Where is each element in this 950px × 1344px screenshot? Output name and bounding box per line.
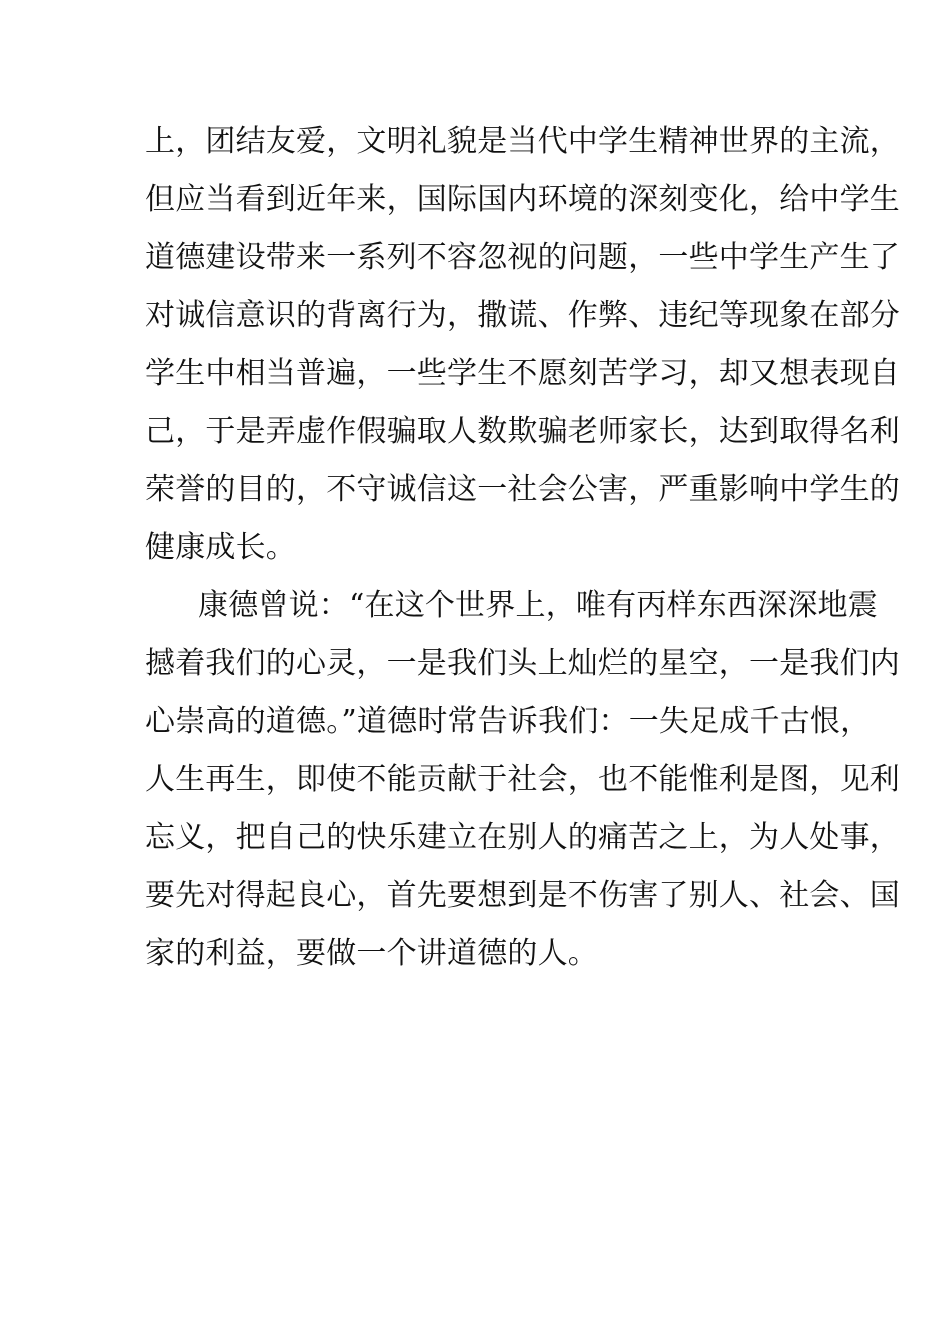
text-line: 健康成长。 — [145, 530, 296, 565]
text-line: 道德建设带来一系列不容忽视的问题，一些中学生产生了 — [145, 240, 900, 275]
text-line: 忘义，把自己的快乐建立在别人的痛苦之上，为人处事， — [145, 820, 900, 855]
text-line: 学生中相当普遍，一些学生不愿刻苦学习，却又想表现自 — [145, 356, 900, 391]
text-line: 心崇高的道德。”道德时常告诉我们：一失足成千古恨， — [145, 704, 871, 739]
text-line: 家的利益，要做一个讲道德的人。 — [145, 936, 598, 971]
text-line: 要先对得起良心，首先要想到是不伤害了别人、社会、国 — [145, 878, 900, 913]
text-line: 荣誉的目的，不守诚信这一社会公害，严重影响中学生的 — [145, 472, 900, 507]
text-line: 人生再生，即使不能贡献于社会，也不能惟利是图，见利 — [145, 762, 900, 797]
text-line: 己，于是弄虚作假骗取人数欺骗老师家长，达到取得名利 — [145, 414, 900, 449]
document-body — [145, 113, 900, 983]
paragraph-2 — [145, 577, 900, 983]
paragraph-1 — [145, 113, 900, 577]
text-line: 撼着我们的心灵，一是我们头上灿烂的星空，一是我们内 — [145, 646, 900, 681]
text-line: 康德曾说：“在这个世界上，唯有丙样东西深深地震 — [198, 588, 878, 623]
text-line: 上，团结友爱，文明礼貌是当代中学生精神世界的主流， — [145, 124, 900, 159]
text-line: 但应当看到近年来，国际国内环境的深刻变化，给中学生 — [145, 182, 900, 217]
text-line: 对诚信意识的背离行为，撒谎、作弊、违纪等现象在部分 — [145, 298, 900, 333]
